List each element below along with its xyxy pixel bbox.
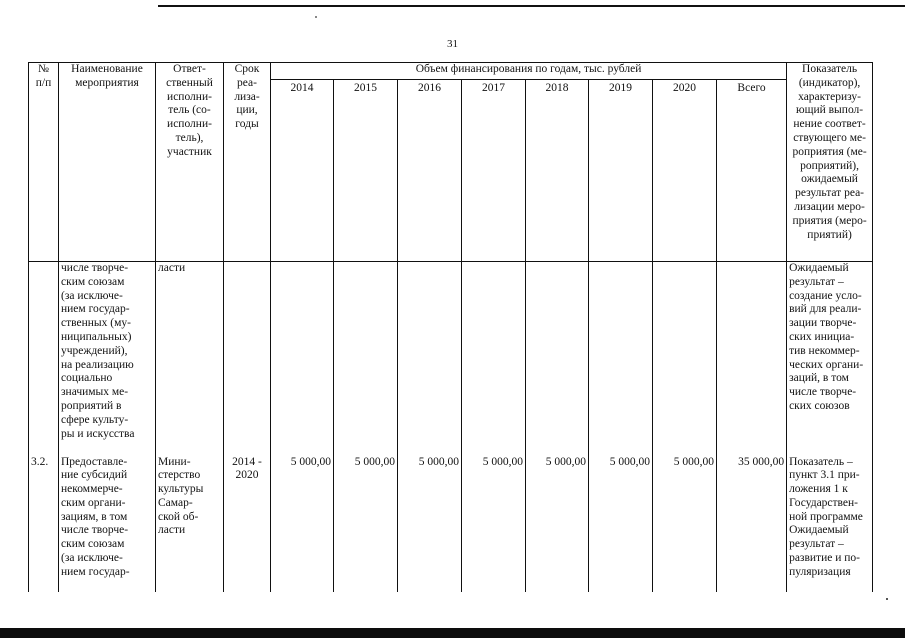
cell-text-line: нием государ- bbox=[61, 565, 130, 578]
row-term bbox=[224, 262, 271, 452]
cell-text-line: создание усло- bbox=[789, 289, 862, 302]
cell-text-line: пуляризация bbox=[789, 565, 851, 578]
cell-text-line: некоммерче- bbox=[61, 483, 123, 496]
row-value-total: 35 000,00 bbox=[717, 452, 787, 592]
cell-text-line: ложения 1 к bbox=[789, 483, 848, 496]
cell-text-line: ласти bbox=[158, 524, 186, 537]
cell-text-line: (индикатор), bbox=[798, 76, 861, 89]
cell-text-line: числе творче- bbox=[61, 262, 129, 274]
cell-text-line: роприятия (ме- bbox=[792, 145, 867, 158]
cell-text-line: числе творче- bbox=[789, 386, 857, 399]
cell-text-line: культуры bbox=[158, 483, 204, 496]
year-2016: 2016 bbox=[398, 80, 462, 262]
row-value bbox=[271, 262, 334, 452]
cell-text-line: Срок bbox=[234, 63, 260, 75]
header-financing-title: Объем финансирования по годам, тыс. рублей bbox=[271, 63, 787, 80]
cell-text-line: Ожидаемый bbox=[789, 524, 849, 537]
header-name bbox=[59, 63, 156, 262]
cell-text-line: нием государ- bbox=[61, 303, 130, 316]
row-num: 3.2. bbox=[29, 452, 59, 592]
cell-text-line: на реализацию bbox=[61, 358, 134, 371]
cell-text-line: роприятий), bbox=[800, 159, 859, 172]
cell-text-line: ции, bbox=[236, 104, 258, 117]
cell-text-line: ским органи- bbox=[61, 496, 126, 509]
row-value-2019: 5 000,00 bbox=[589, 452, 653, 592]
cell-text-line: ной программе bbox=[789, 510, 863, 523]
table-row-3-2 bbox=[29, 452, 873, 592]
row-num bbox=[29, 262, 59, 452]
row-value bbox=[717, 262, 787, 452]
row-responsible bbox=[156, 262, 224, 452]
row-value bbox=[653, 262, 717, 452]
cell-text-line: 2014 - bbox=[232, 455, 262, 468]
row-name bbox=[59, 452, 156, 592]
cell-text-line: числе творче- bbox=[61, 524, 129, 537]
row-value bbox=[589, 262, 653, 452]
row-value-2014: 5 000,00 bbox=[271, 452, 334, 592]
scan-speck bbox=[315, 16, 317, 18]
cell-text-line: Ответ- bbox=[173, 63, 206, 75]
row-indicator bbox=[787, 452, 873, 592]
header-responsible bbox=[156, 63, 224, 262]
cell-text-line: (за исключе- bbox=[61, 552, 123, 565]
cell-text-line: реа- bbox=[237, 76, 257, 89]
header-term bbox=[224, 63, 271, 262]
year-2015: 2015 bbox=[334, 80, 398, 262]
cell-text-line: мероприятия bbox=[75, 76, 139, 89]
cell-text-line: п/п bbox=[35, 76, 52, 89]
cell-text-line: Ожидаемый bbox=[789, 262, 849, 274]
cell-text-line: стерство bbox=[158, 469, 201, 482]
cell-text-line: ских союзов bbox=[789, 399, 850, 412]
cell-text-line: ственный bbox=[166, 76, 213, 89]
row-value-2017: 5 000,00 bbox=[462, 452, 526, 592]
cell-text-line: ласти bbox=[158, 262, 186, 274]
cell-text-line: исполни- bbox=[167, 90, 212, 103]
cell-text-line: сфере культу- bbox=[61, 413, 129, 426]
year-total: Всего bbox=[717, 80, 787, 262]
cell-text-line: Наименование bbox=[71, 63, 143, 75]
year-2020: 2020 bbox=[653, 80, 717, 262]
row-name bbox=[59, 262, 156, 452]
row-value-2020: 5 000,00 bbox=[653, 452, 717, 592]
year-2017: 2017 bbox=[462, 80, 526, 262]
cell-text-line: ствующего ме- bbox=[793, 131, 866, 144]
cell-text-line: тель), bbox=[175, 131, 204, 144]
cell-text-line: лиза- bbox=[234, 90, 260, 103]
cell-text-line: Предоставле- bbox=[61, 455, 128, 468]
cell-text-line: ры и искусства bbox=[61, 427, 135, 440]
page-number: 31 bbox=[447, 38, 458, 50]
cell-text-line: приятия (меро- bbox=[792, 214, 867, 227]
year-2018: 2018 bbox=[526, 80, 589, 262]
table-row-continuation bbox=[29, 262, 873, 452]
cell-text-line: лизации меро- bbox=[794, 200, 865, 213]
cell-text-line: учреждений), bbox=[61, 344, 128, 357]
cell-text-line: ственных (му- bbox=[61, 317, 131, 330]
cell-text-line: нение соответ- bbox=[793, 118, 866, 131]
row-value-2015: 5 000,00 bbox=[334, 452, 398, 592]
year-2014: 2014 bbox=[271, 80, 334, 262]
scan-speck bbox=[886, 598, 888, 600]
cell-text-line: ской об- bbox=[158, 510, 199, 523]
cell-text-line: ние субсидий bbox=[61, 469, 128, 482]
cell-text-line: Мини- bbox=[158, 455, 191, 468]
row-value-2018: 5 000,00 bbox=[526, 452, 589, 592]
cell-text-line: ющий выпол- bbox=[796, 104, 864, 117]
cell-text-line: исполни- bbox=[167, 118, 212, 131]
row-value bbox=[398, 262, 462, 452]
bottom-scan-bar bbox=[0, 628, 905, 638]
cell-text-line: заций, в том bbox=[789, 372, 849, 385]
cell-text-line: зациям, в том bbox=[61, 510, 128, 523]
cell-text-line: ским союзам bbox=[61, 538, 125, 551]
row-indicator bbox=[787, 262, 873, 452]
row-value bbox=[526, 262, 589, 452]
cell-text-line: ских инициа- bbox=[789, 330, 855, 343]
year-2019: 2019 bbox=[589, 80, 653, 262]
row-responsible bbox=[156, 452, 224, 592]
financing-table bbox=[28, 62, 873, 592]
cell-text-line: значимых ме- bbox=[61, 386, 129, 399]
cell-text-line: результат – bbox=[789, 538, 844, 551]
cell-text-line: тив некоммер- bbox=[789, 344, 860, 357]
top-edge-line bbox=[158, 5, 905, 7]
cell-text-line: ожидаемый bbox=[801, 173, 858, 186]
row-value-2016: 5 000,00 bbox=[398, 452, 462, 592]
row-term bbox=[224, 452, 271, 592]
row-value bbox=[334, 262, 398, 452]
cell-text-line: тель (со- bbox=[168, 104, 211, 117]
cell-text-line: приятий) bbox=[807, 228, 852, 241]
cell-text-line: 2020 bbox=[235, 469, 259, 482]
cell-text-line: № bbox=[38, 63, 49, 75]
cell-text-line: результат реа- bbox=[795, 187, 864, 200]
row-value bbox=[462, 262, 526, 452]
cell-text-line: ческих органи- bbox=[789, 358, 864, 371]
cell-text-line: ниципальных) bbox=[61, 330, 132, 343]
cell-text-line: результат – bbox=[789, 275, 844, 288]
cell-text-line: Показатель bbox=[802, 63, 858, 75]
cell-text-line: (за исключе- bbox=[61, 289, 123, 302]
cell-text-line: Государствен- bbox=[789, 496, 859, 509]
cell-text-line: характеризу- bbox=[798, 90, 862, 103]
cell-text-line: социально bbox=[61, 372, 113, 385]
cell-text-line: годы bbox=[235, 118, 259, 131]
cell-text-line: роприятий в bbox=[61, 399, 122, 412]
cell-text-line: развитие и по- bbox=[789, 552, 860, 565]
header-num bbox=[29, 63, 59, 262]
header-indicator bbox=[787, 63, 873, 262]
header-row bbox=[29, 63, 873, 80]
cell-text-line: пункт 3.1 при- bbox=[789, 469, 860, 482]
cell-text-line: Показатель – bbox=[789, 455, 853, 468]
cell-text-line: участник bbox=[167, 145, 212, 158]
cell-text-line: ским союзам bbox=[61, 275, 125, 288]
cell-text-line: вий для реали- bbox=[789, 303, 862, 316]
cell-text-line: Самар- bbox=[158, 496, 193, 509]
cell-text-line: зации творче- bbox=[789, 317, 857, 330]
